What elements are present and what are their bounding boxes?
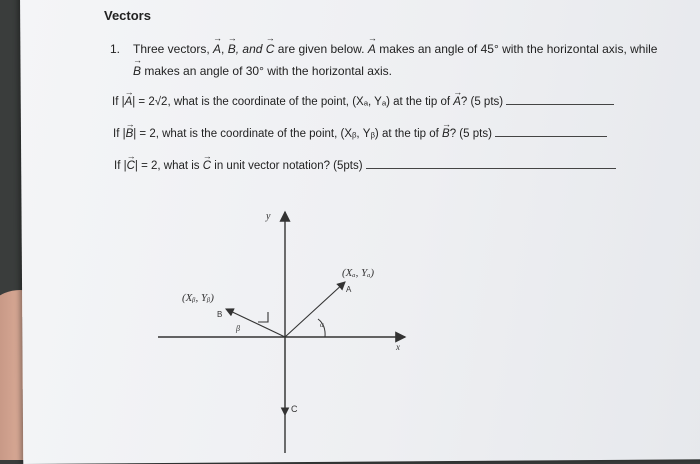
vector-a-symbol: → A xyxy=(368,42,376,56)
vector-b-arrow xyxy=(226,309,285,337)
subquestion-b: If |→ B| = 2, what is the coordinate of the point, (Xᵦ, Yᵦ) at the tip of → B? (5 pts) xyxy=(113,126,607,140)
subquestion-a: If |→ A| = 2√2, what is the coordinate of the point, (Xₐ, Yₐ) at the tip of → A? (5 pts) xyxy=(112,94,614,108)
question-number: 1. xyxy=(110,42,121,56)
angle-beta-mark xyxy=(258,312,268,322)
question-line-2: → B makes an angle of 30° with the horizontal axis. xyxy=(133,64,392,78)
point-a-label: A xyxy=(346,285,352,294)
subquestion-c: If |→ C| = 2, what is → C in unit vector notation? (5pts) xyxy=(114,158,616,172)
point-b-label: B xyxy=(217,310,223,319)
angle-alpha-label: α xyxy=(320,321,324,329)
vector-b-symbol: → B xyxy=(228,42,236,56)
vector-c-symbol: → C xyxy=(266,42,275,56)
vector-a-symbol: → A xyxy=(213,42,221,56)
question-line-1: Three vectors, → A, → B, and → C are given below. → A makes an angle of 45° with the horizontal axis, while xyxy=(133,42,657,56)
point-a-coordinates: (Xₐ, Yₐ) xyxy=(342,267,375,279)
vector-b-symbol: → B xyxy=(133,64,141,78)
point-b-coordinates: (Xᵦ, Yᵦ) xyxy=(182,292,214,304)
x-axis-label: x xyxy=(396,342,400,352)
page-title: Vectors xyxy=(104,8,151,23)
angle-beta-label: β xyxy=(236,324,240,333)
point-c-label: C xyxy=(291,404,298,414)
vector-a-arrow xyxy=(285,282,345,337)
y-axis-label: y xyxy=(266,211,271,222)
